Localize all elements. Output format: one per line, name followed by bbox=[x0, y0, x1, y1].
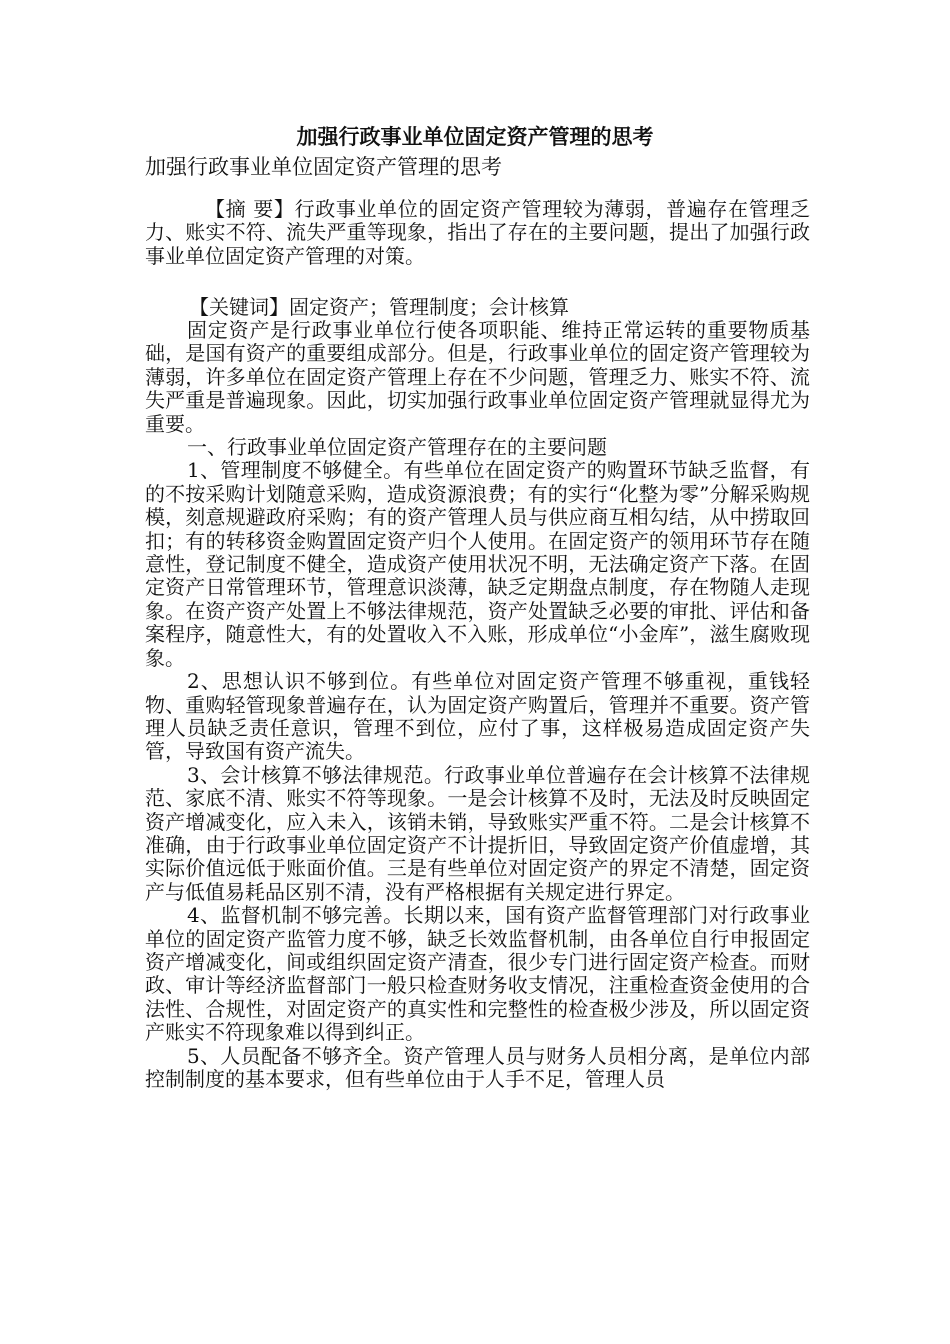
problem-paragraph-2: 2、思想认识不够到位。有些单位对固定资产管理不够重视，重钱轻物、重购轻管现象普遍存在，认为固定资产购置后，管理并不重要。资产管理人员缺乏责任意识，管理不到位，应付了事，这样极易造成固定资产失管，导致国有资产流失。 bbox=[145, 669, 810, 764]
problem-paragraph-1: 1、管理制度不够健全。有些单位在固定资产的购置环节缺乏监督，有的不按采购计划随意采购，造成资源浪费；有的实行“化整为零”分解采购规模，刻意规避政府采购；有的资产管理人员与供应商互相勾结，从中捞取回扣；有的转移资金购置固定资产归个人使用。在固定资产的领用环节存在随意性，登记制度不健全，造成资产使用状况不明，无法确定资产下落。在固定资产日常管理环节，管理意识淡薄，缺乏定期盘点制度，存在物随人走现象。在资产资产处置上不够法律规范，资产处置缺乏必要的审批、评估和备案程序，随意性大，有的处置收入不入账，形成单位“小金库”，滋生腐败现象。 bbox=[145, 458, 810, 670]
intro-paragraph: 固定资产是行政事业单位行使各项职能、维持正常运转的重要物质基础，是国有资产的重要组成部分。但是，行政事业单位的固定资产管理较为薄弱，许多单位在固定资产管理上存在不少问题，管理乏力、账实不符、流失严重是普遍现象。因此，切实加强行政事业单位固定资产管理就显得尤为重要。 bbox=[145, 318, 810, 436]
problem-paragraph-4: 4、监督机制不够完善。长期以来，国有资产监督管理部门对行政事业单位的固定资产监管力度不够，缺乏长效监督机制，由各单位自行申报固定资产增减变化，间或组织固定资产清查，很少专门进行固定资产检查。而财政、审计等经济监督部门一般只检查财务收支情况，注重检查资金使用的合法性、合规性，对固定资产的真实性和完整性的检查极少涉及，所以固定资产账实不符现象难以得到纠正。 bbox=[145, 903, 810, 1045]
problem-paragraph-5: 5、人员配备不够齐全。资产管理人员与财务人员相分离，是单位内部控制制度的基本要求，但有些单位由于人手不足，管理人员 bbox=[145, 1043, 810, 1091]
main-body bbox=[145, 319, 810, 1091]
problem-paragraph-3: 3、会计核算不够法律规范。行政事业单位普遍存在会计核算不法律规范、家底不清、账实不符等现象。一是会计核算不及时，无法及时反映固定资产增减变化，应入未入，该销未销，导致账实严重不符。二是会计核算不准确，由于行政事业单位固定资产不计提折旧，导致固定资产价值虚增，其实际价值远低于账面价值。三是有些单位对固定资产的界定不清楚，固定资产与低值易耗品区别不清，没有严格根据有关规定进行界定。 bbox=[145, 762, 810, 904]
document-subtitle: 加强行政事业单位固定资产管理的思考 bbox=[145, 155, 502, 179]
abstract-paragraph: 【摘 要】行政事业单位的固定资产管理较为薄弱，普遍存在管理乏力、账实不符、流失严重等现象，指出了存在的主要问题，提出了加强行政事业单位固定资产管理的对策。 bbox=[145, 197, 810, 268]
section-heading-problems: 一、行政事业单位固定资产管理存在的主要问题 bbox=[187, 435, 607, 460]
document-title: 加强行政事业单位固定资产管理的思考 bbox=[296, 124, 654, 149]
keywords-line: 【关键词】固定资产；管理制度；会计核算 bbox=[189, 295, 569, 319]
